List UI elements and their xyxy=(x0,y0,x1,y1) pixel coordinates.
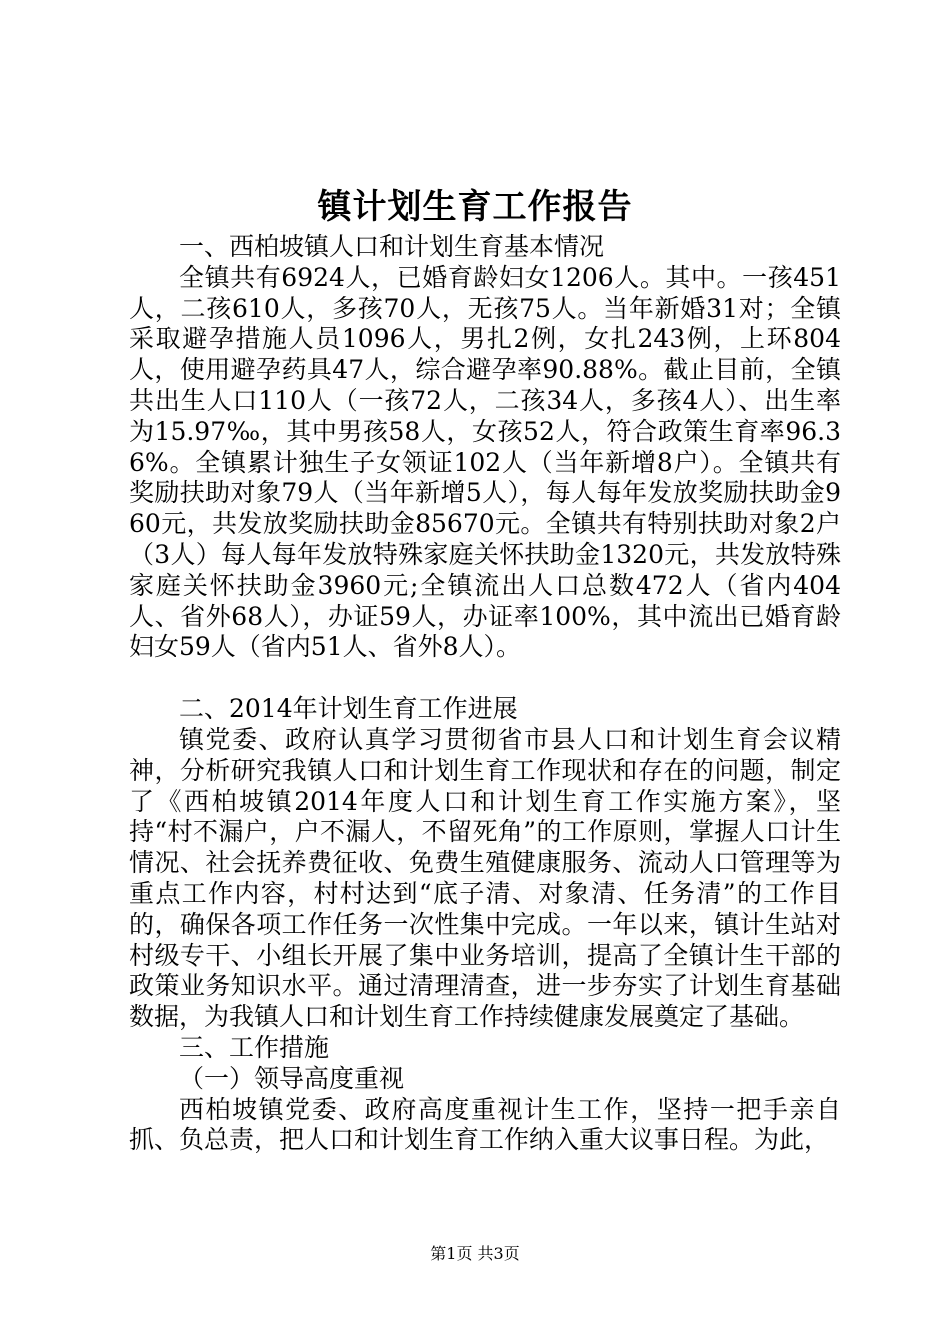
page-footer: 第1页 共3页 xyxy=(430,1244,520,1263)
section-heading-1: 一、西柏坡镇人口和计划生育基本情况 xyxy=(179,232,605,261)
subsection-heading-1: （一）领导高度重视 xyxy=(179,1063,405,1093)
section-heading-3: 三、工作措施 xyxy=(179,1032,330,1062)
paragraph-spacer xyxy=(129,663,841,694)
paragraph-basic-situation: 全镇共有6924人，已婚育龄妇女1206人。其中。一孩451人，二孩610人，多孩70人，无孩75人。当年新婚31对；全镇采取避孕措施人员1096人，男扎2例，女扎243例，上环804人，使用避孕药具47人，综合避孕率90.88%。截止目前，全镇共出生人口110人（一孩72人，二孩34人，多孩4人）、出生率为15.97‰，其中男孩58人，女孩52人，符合政策生育率96.36%。全镇累计独生子女领证102人（当年新增8户）。全镇共有奖励扶助对象79人（当年新增5人），每人每年发放奖励扶助金960元，共发放奖励扶助金85670元。全镇共有特别扶助对象2户（3人）每人每年发放特殊家庭关怀扶助金1320元，共发放特殊家庭关怀扶助金3960元;全镇流出人口总数472人（省内404人、省外68人），办证59人，办证率100%，其中流出已婚育龄妇女59人（省内51人、省外8人）。 xyxy=(129,262,841,662)
document-title: 镇计划生育工作报告 xyxy=(317,187,633,227)
document-body xyxy=(129,232,841,1156)
section-heading-2: 二、2014年计划生育工作进展 xyxy=(179,694,518,724)
paragraph-leadership: 西柏坡镇党委、政府高度重视计生工作，坚持一把手亲自抓、负总责，把人口和计划生育工作纳入重大议事日程。为此， xyxy=(129,1094,841,1155)
paragraph-work-progress: 镇党委、政府认真学习贯彻省市县人口和计划生育会议精神，分析研究我镇人口和计划生育工作现状和存在的问题，制定了《西柏坡镇2014年度人口和计划生育工作实施方案》，坚持“村不漏户，户不漏人，不留死角”的工作原则，掌握人口计生情况、社会抚养费征收、免费生殖健康服务、流动人口管理等为重点工作内容，村村达到“底子清、对象清、任务清”的工作目的，确保各项工作任务一次性集中完成。一年以来，镇计生站对村级专干、小组长开展了集中业务培训，提高了全镇计生干部的政策业务知识水平。通过清理清查，进一步夯实了计划生育基础数据，为我镇人口和计划生育工作持续健康发展奠定了基础。 xyxy=(129,724,841,1032)
